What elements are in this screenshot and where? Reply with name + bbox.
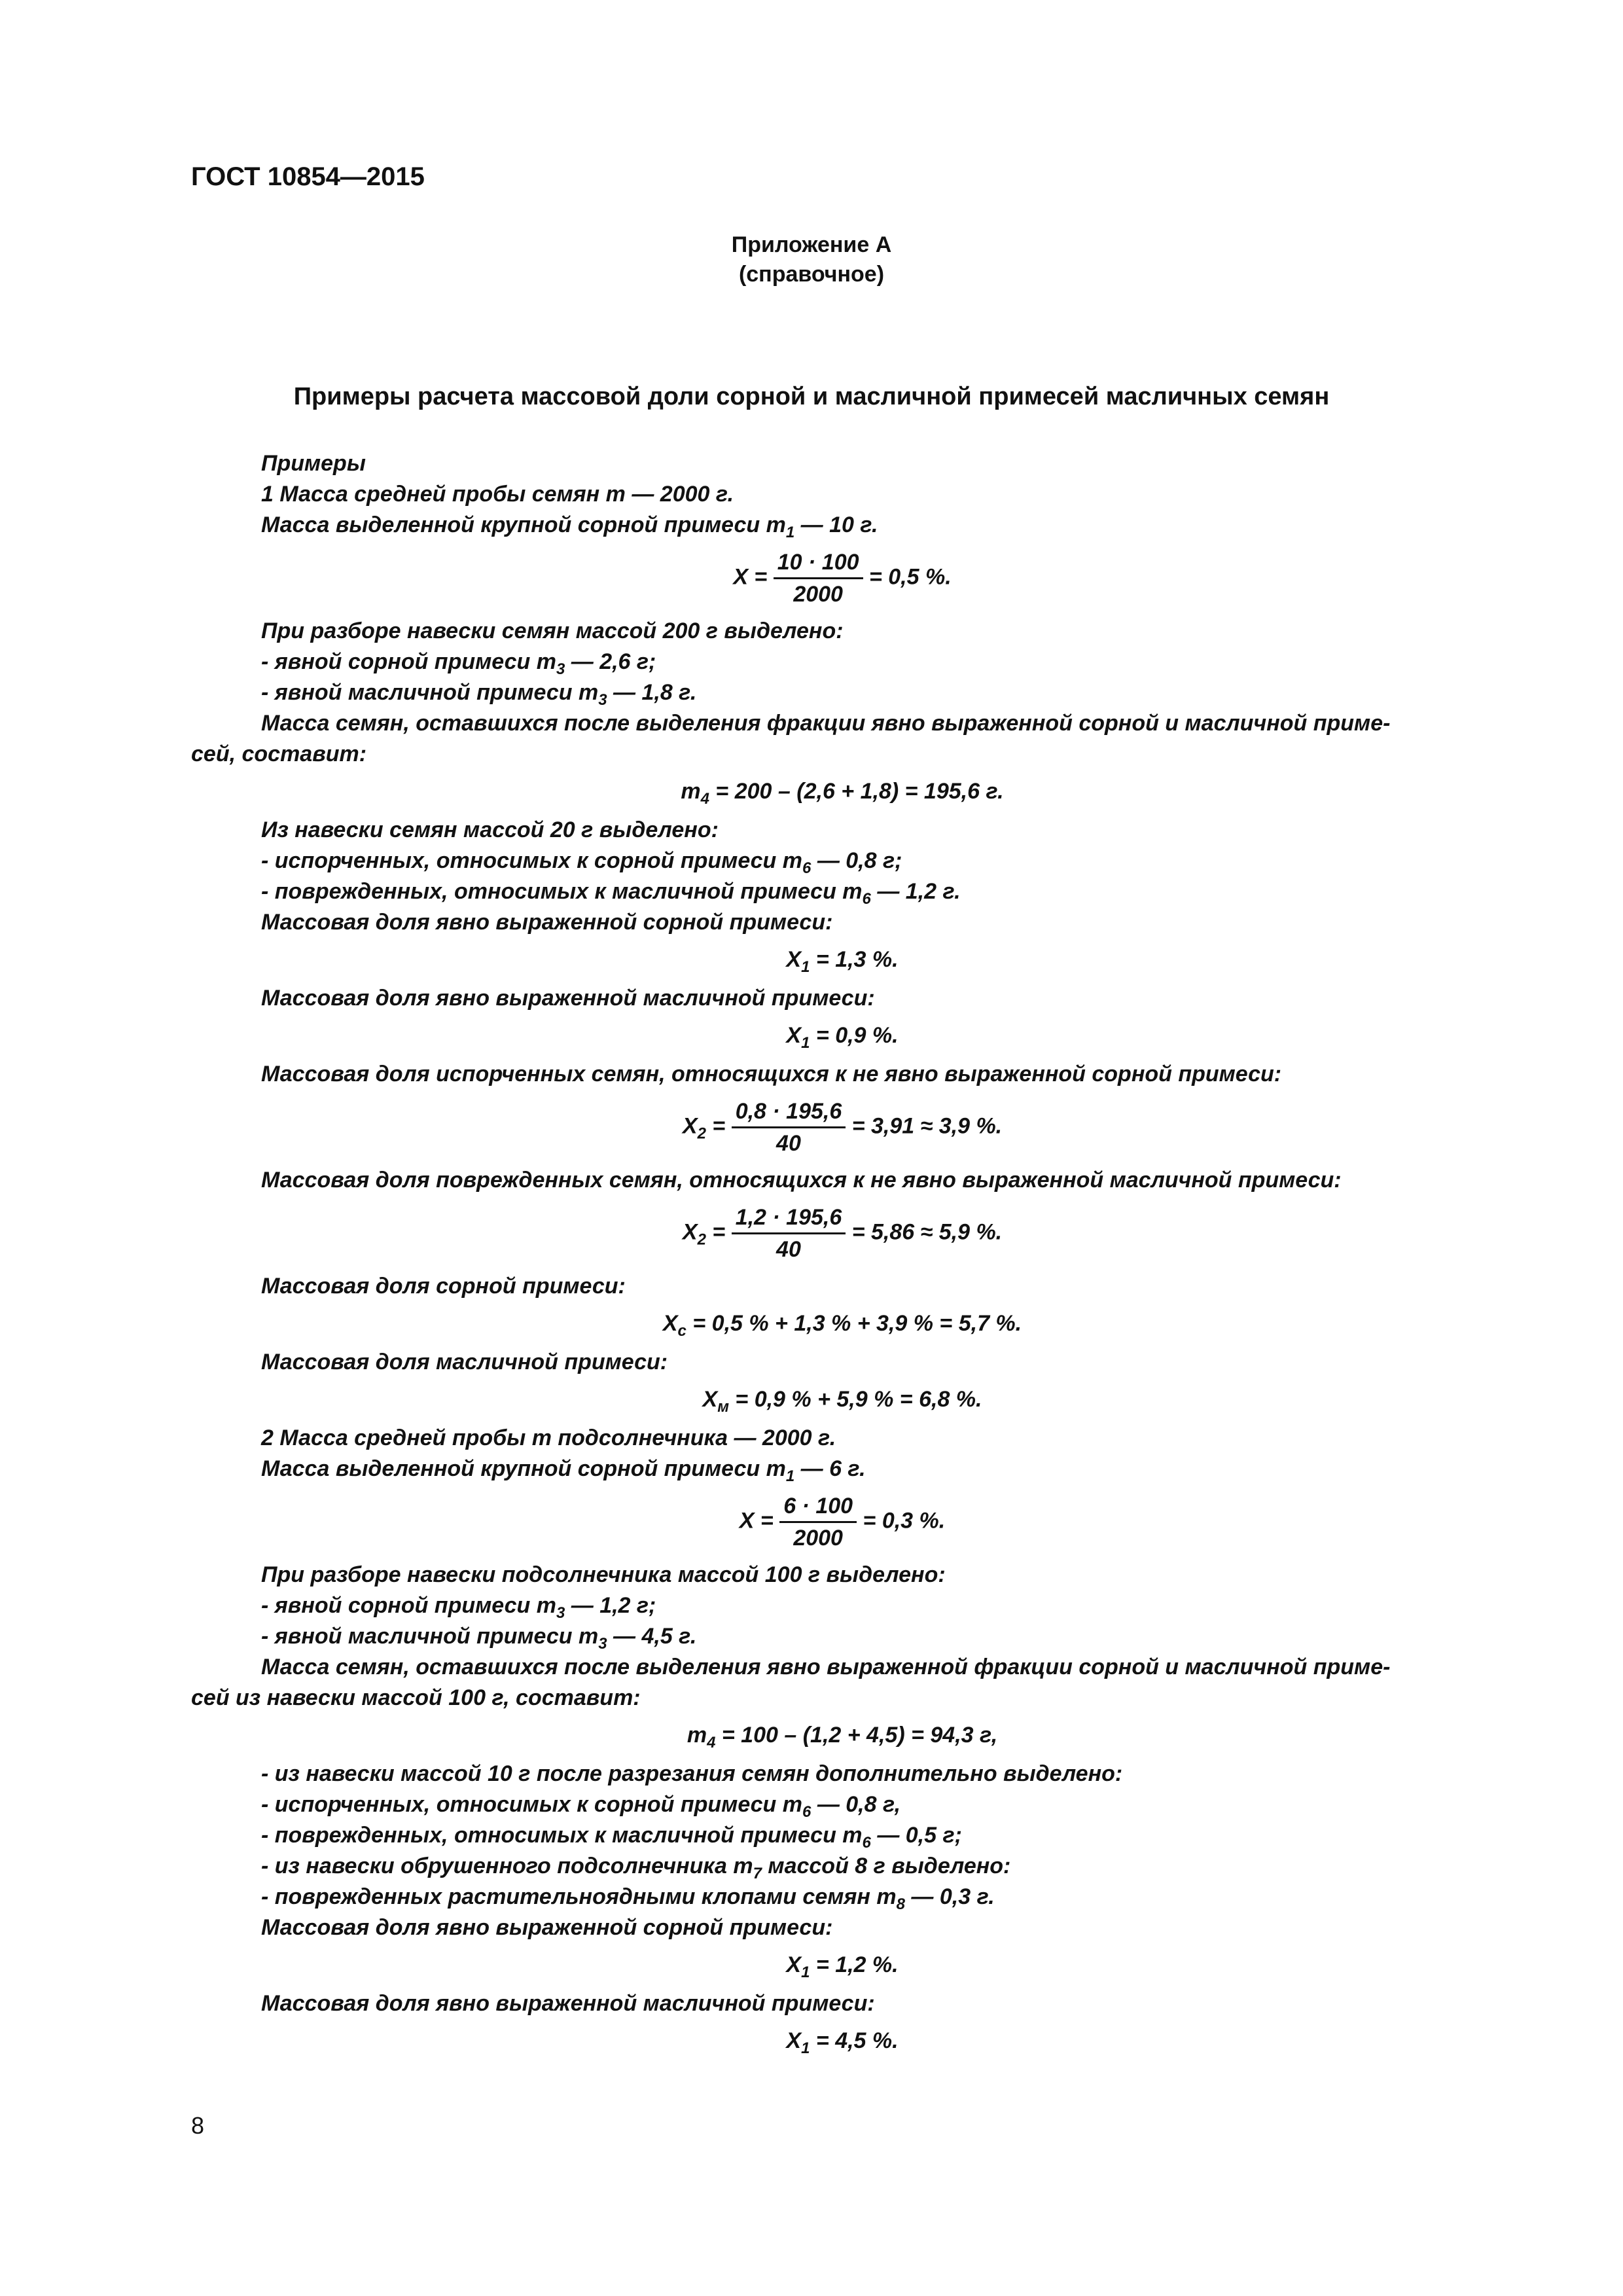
text-line: сей из навески массой 100 г, составит: [191,1685,641,1710]
list-item: - из навески массой 10 г после разрезания семян дополнительно выделено: [261,1761,1123,1786]
formula: $X_1 = 1,3$ %. [786,947,899,976]
appendix-title: Приложение А [731,232,892,257]
examples-body [191,448,1493,2064]
text-line: 1 Масса средней пробы семян m — 2000 г. [261,482,734,507]
formula: $X_1 = 0,9$ %. [786,1023,899,1052]
text-line: Масса семян, оставшихся после выделения явно выраженной фракции сорной и масличной приме- [261,1655,1391,1679]
text-line: Масса выделенной крупной сорной примеси $m_1$ — 10 г. [261,512,878,541]
page-number: 8 [191,2112,205,2139]
formula: $X_2$ = $\frac{1,2 \cdot 195,6}{40}$ = 5,86 ≈ 5,9 %. [191,1202,1493,1265]
list-item: - явной масличной примеси $m_3$ — 4,5 г. [261,1624,697,1653]
formula: $X_c = 0,5$ % + 1,3 % + 3,9 % = 5,7 %. [662,1311,1022,1340]
text-line: Массовая доля явно выраженной масличной примеси: [261,986,875,1011]
text-line: Массовая доля явно выраженной сорной примеси: [261,1915,833,1940]
text-line: При разборе навески семян массой 200 г выделено: [261,619,844,643]
section-heading: Примеры расчета массовой доли сорной и масличной примесей масличных семян [293,383,1330,410]
list-item: - испорченных, относимых к сорной примеси $m_6$ — 0,8 г; [261,848,902,877]
list-item: - испорченных, относимых к сорной примеси $m_6$ — 0,8 г, [261,1792,901,1821]
text-line: 2 Масса средней пробы m подсолнечника — 2000 г. [261,1426,836,1450]
list-item: - явной сорной примеси $m_3$ — 2,6 г; [261,649,656,678]
text-line: Массовая доля явно выраженной масличной примеси: [261,1991,875,2016]
text-line: Массовая доля испорченных семян, относящихся к не явно выраженной сорной примеси: [261,1062,1282,1086]
formula: X = $\frac{6 \cdot 100}{2000}$ = 0,3 %. [191,1491,1493,1553]
appendix-kind: (справочное) [738,262,885,287]
list-item: - поврежденных, относимых к масличной примеси $m_6$ — 0,5 г; [261,1823,962,1852]
formula: $X_1 = 4,5$ %. [786,2028,899,2057]
list-item: - поврежденных растительноядными клопами семян $m_8$ — 0,3 г. [261,1884,995,1913]
formula: $m_4 = 200 - (2,6 + 1,8) = 195,6$ г. [681,779,1004,808]
list-item: - из навески обрушенного подсолнечника $m_7$ массой 8 г выделено: [261,1854,1011,1882]
formula: $X_м = 0,9$ % + 5,9 % = 6,8 %. [702,1387,982,1416]
list-item: - поврежденных, относимых к масличной примеси $m_6$ — 1,2 г. [261,879,961,908]
text-line: Массовая доля явно выраженной сорной примеси: [261,910,833,935]
text-line: Из навески семян массой 20 г выделено: [261,817,719,842]
text-line: При разборе навески подсолнечника массой 100 г выделено: [261,1562,946,1587]
text-line: Масса семян, оставшихся после выделения фракции явно выраженной сорной и масличной приме- [261,711,1391,736]
standard-code: ГОСТ 10854—2015 [191,162,425,191]
formula: $X_2$ = $\frac{0,8 \cdot 195,6}{40}$ = 3,91 ≈ 3,9 %. [191,1096,1493,1158]
examples-intro: Примеры [261,451,366,476]
formula: X = $\frac{10 \cdot 100}{2000}$ = 0,5 %. [191,547,1493,609]
text-line: сей, составит: [191,742,367,766]
formula: $X_1 = 1,2$ %. [786,1952,899,1981]
text-line: Массовая доля сорной примеси: [261,1274,626,1299]
formula: $m_4 = 100 - (1,2 + 4,5) = 94,3$ г, [687,1723,998,1751]
list-item: - явной сорной примеси $m_3$ — 1,2 г; [261,1593,656,1622]
text-line: Массовая доля поврежденных семян, относящихся к не явно выраженной масличной примеси: [261,1168,1342,1193]
text-line: Массовая доля масличной примеси: [261,1350,668,1374]
text-line: Масса выделенной крупной сорной примеси $m_1$ — 6 г. [261,1456,866,1485]
list-item: - явной масличной примеси $m_3$ — 1,8 г. [261,680,697,709]
